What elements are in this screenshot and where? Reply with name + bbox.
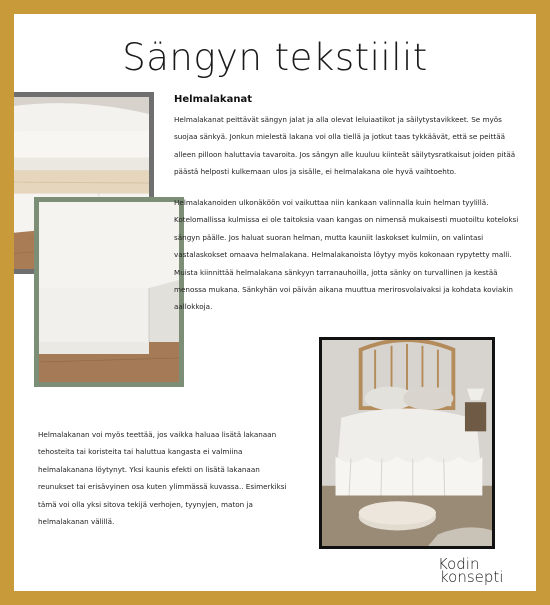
paragraph-styles: Helmalakanoiden ulkonäköön voi vaikuttaa niin kankaan valinnalla kuin helman tyylillä. Kotelomallissa kulmissa ei ole taitoksia vaan kangas on nimensä mukaisesti muotoiltu koteloksi sängyn päälle. Jos haluat suoran helman, mutta kauniit laskokset kulmiin, on valintasi vastalaskokset omaava helmalakana. Helmalakanoista löytyy myös kokonaan rypytetty malli. Muista kiinnittää helmalakana sänkyyn tarranauhoilla, jotta sänky on turvallinen ja kestää menossa mukana. Sänkyhän voi päivän aikana muuttua merirosvolaivaksi ja kohdata koviakin aallokkoja. [174,198,519,312]
logo-line-1: Kodin [438,555,480,573]
paragraph-intro: Helmalakanat peittävät sängyn jalat ja alla olevat leluiaatikot ja säilytystavikkeet. Se myös suojaa sänkyä. Jonkun mielestä lakana voi olla tiellä ja jotkut taas tykkäävät, että se peittää alleen pilloon haluttavia tavaroita. Jos sängyn alle kuuluu kiinteät säilytysratkaisut joiden pitää päästä helposti kulkemaan ulos ja sisälle, ei helmalakana ole hyvä vaihtoehto. [174,115,516,177]
bed-skirt-photo-bottom [34,197,184,387]
logo-line-2: konsepti [440,568,504,586]
bedroom-photo [319,337,495,549]
section-heading: Helmalakanat [174,94,252,105]
page-title: Sängyn tekstiilit [122,36,428,79]
ruffled-bed-image [322,340,492,546]
brand-logo [438,555,532,586]
document-page [14,14,536,591]
paragraph-custom: Helmalakanan voi myös teettää, jos vaikka haluaa lisätä lakanaan tehosteita tai koristeita tai haluttua kangasta ei valmiina helmalakanana löytynyt. Yksi kaunis efekti on lisätä lakanaan reunukset tai erisävyinen osa kuten ylimmässä kuvassa.. Esimerkiksi tämä voi olla yksi sitova tekijä verhojen, tyynyjen, maton ja helmalakanan välillä. [38,430,287,527]
box-pleat-image [39,202,179,382]
